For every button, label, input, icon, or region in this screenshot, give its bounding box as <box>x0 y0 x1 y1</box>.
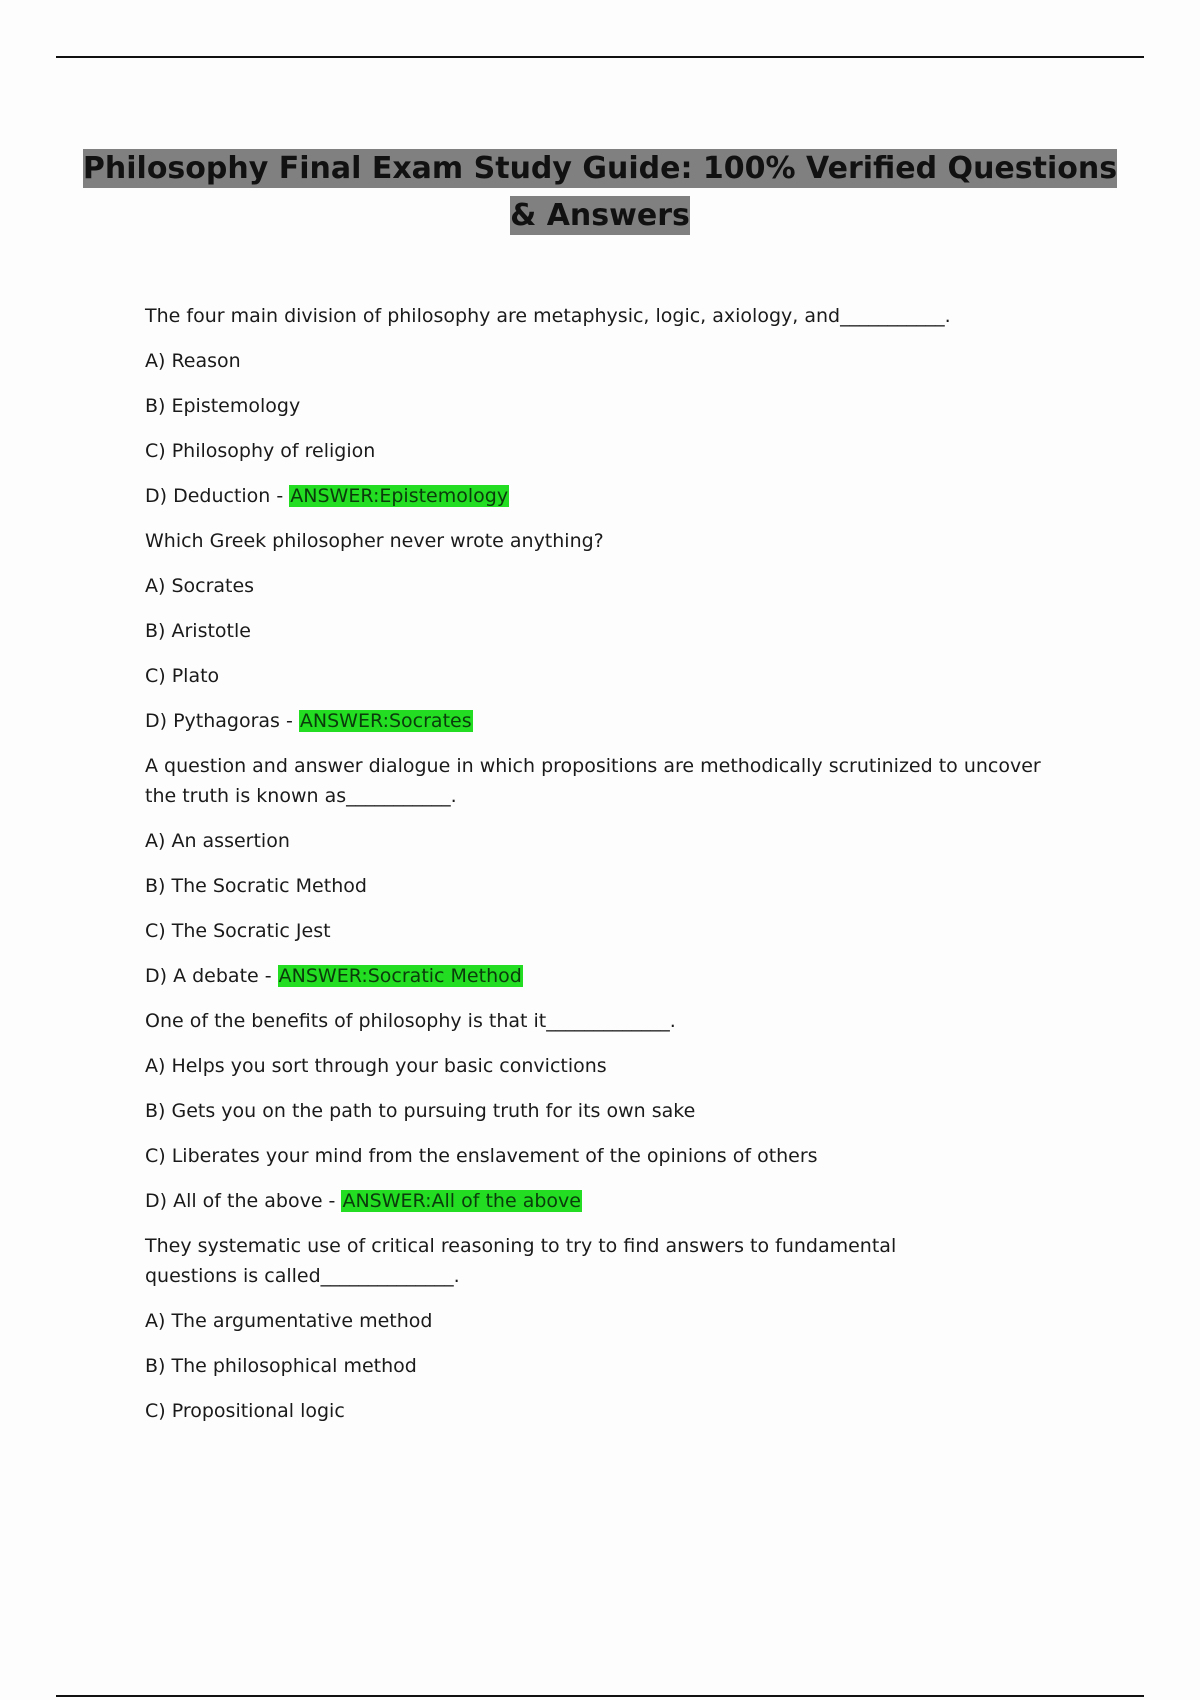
question-text: A question and answer dialogue in which propositions are methodically scrutinized to uncover the truth is known as___________. <box>145 755 1041 807</box>
option-d-text: D) Pythagoras - <box>145 710 299 732</box>
option-c: C) The Socratic Jest <box>145 920 331 942</box>
option-d-text: D) Deduction - <box>145 485 290 507</box>
answer-highlight: ANSWER:Epistemology <box>290 485 509 507</box>
option-b: B) The Socratic Method <box>145 875 367 897</box>
option-a: A) Reason <box>145 350 241 372</box>
option-b: B) Epistemology <box>145 395 301 417</box>
option-d <box>145 961 1075 1006</box>
option-c: C) Liberates your mind from the enslavement of the opinions of others <box>145 1145 818 1167</box>
option-a: A) Socrates <box>145 575 255 597</box>
answer-highlight: ANSWER:Socratic Method <box>278 965 522 987</box>
option-d <box>145 706 1075 751</box>
option-d-text: D) All of the above - <box>145 1190 342 1212</box>
option-d <box>145 481 1075 526</box>
option-d <box>145 1186 1075 1231</box>
option-a: A) The argumentative method <box>145 1310 433 1332</box>
title-line-2: & Answers <box>510 198 690 233</box>
option-b: B) Aristotle <box>145 620 251 642</box>
question-text: They systematic use of critical reasoning to try to find answers to fundamental questions is called______________. <box>145 1235 897 1287</box>
option-b: B) Gets you on the path to pursuing truth for its own sake <box>145 1100 696 1122</box>
option-a: A) An assertion <box>145 830 290 852</box>
document-title <box>60 145 1140 239</box>
option-c: C) Plato <box>145 665 220 687</box>
question-text: Which Greek philosopher never wrote anything? <box>145 530 604 552</box>
question-list <box>145 301 1075 1441</box>
header-rule <box>56 56 1144 58</box>
option-c: C) Propositional logic <box>145 1400 345 1422</box>
option-d-text: D) A debate - <box>145 965 278 987</box>
question-text: One of the benefits of philosophy is that it_____________. <box>145 1010 676 1032</box>
title-line-1: Philosophy Final Exam Study Guide: 100% Verified Questions <box>82 151 1118 186</box>
answer-highlight: ANSWER:Socrates <box>299 710 472 732</box>
question-text: The four main division of philosophy are metaphysic, logic, axiology, and___________. <box>145 305 951 327</box>
option-c: C) Philosophy of religion <box>145 440 376 462</box>
footer-rule <box>56 1695 1144 1697</box>
answer-highlight: ANSWER:All of the above <box>342 1190 581 1212</box>
option-b: B) The philosophical method <box>145 1355 417 1377</box>
option-a: A) Helps you sort through your basic convictions <box>145 1055 607 1077</box>
